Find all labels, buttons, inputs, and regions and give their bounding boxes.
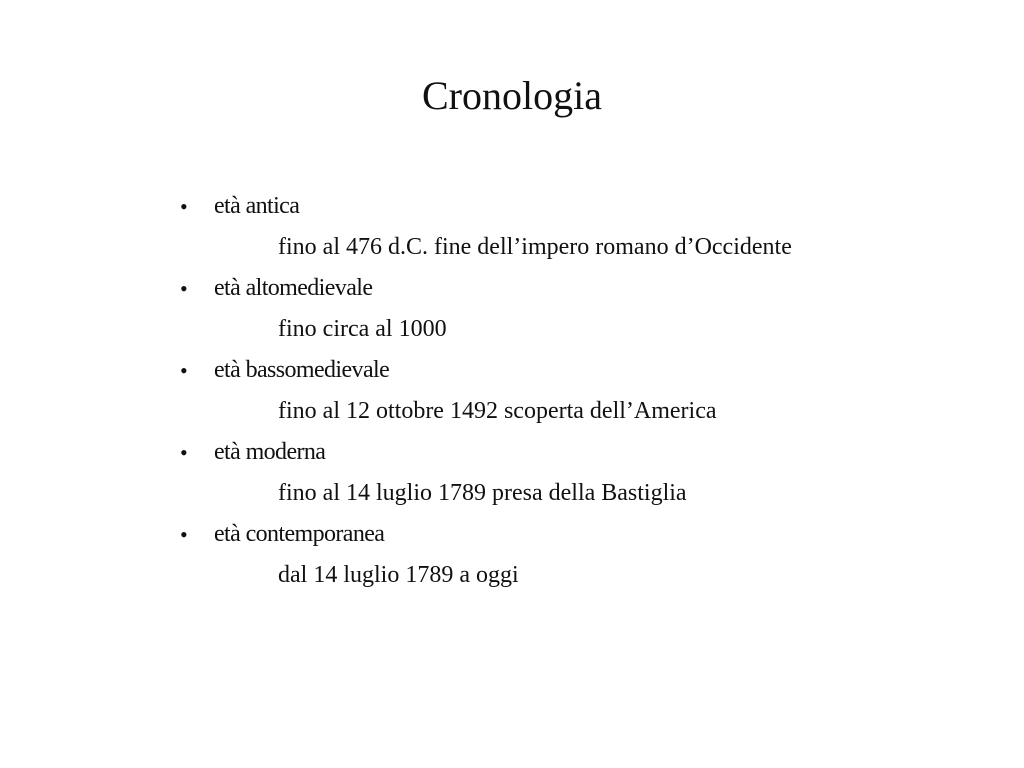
bullet-icon: • xyxy=(180,522,188,547)
period-name: età contemporanea xyxy=(214,521,385,547)
period-description: fino al 14 luglio 1789 presa della Bastiglia xyxy=(278,480,687,506)
bullet-icon: • xyxy=(180,276,188,301)
bullet-icon: • xyxy=(180,358,188,383)
period-description: fino al 12 ottobre 1492 scoperta dell’America xyxy=(278,398,717,424)
period-description-row xyxy=(180,229,980,270)
period-description-row xyxy=(180,475,980,516)
list-item xyxy=(180,188,980,270)
period-description-row xyxy=(180,311,980,352)
period-name: età altomedievale xyxy=(214,275,373,301)
bullet-icon: • xyxy=(180,194,188,219)
period-heading-row xyxy=(180,516,980,557)
list-item xyxy=(180,352,980,434)
period-description: fino al 476 d.C. fine dell’impero romano d’Occidente xyxy=(278,234,792,260)
period-heading-row xyxy=(180,188,980,229)
period-description-row xyxy=(180,393,980,434)
period-description: fino circa al 1000 xyxy=(278,316,447,342)
period-heading-row xyxy=(180,270,980,311)
period-heading-row xyxy=(180,434,980,475)
period-heading-row xyxy=(180,352,980,393)
period-name: età antica xyxy=(214,193,300,219)
period-description-row xyxy=(180,557,980,598)
list-item xyxy=(180,516,980,598)
bullet-icon: • xyxy=(180,440,188,465)
period-name: età moderna xyxy=(214,439,326,465)
period-name: età bassomedievale xyxy=(214,357,390,383)
period-description: dal 14 luglio 1789 a oggi xyxy=(278,562,519,588)
chronology-list xyxy=(180,188,980,598)
slide-title: Cronologia xyxy=(422,73,602,118)
list-item xyxy=(180,270,980,352)
list-item xyxy=(180,434,980,516)
